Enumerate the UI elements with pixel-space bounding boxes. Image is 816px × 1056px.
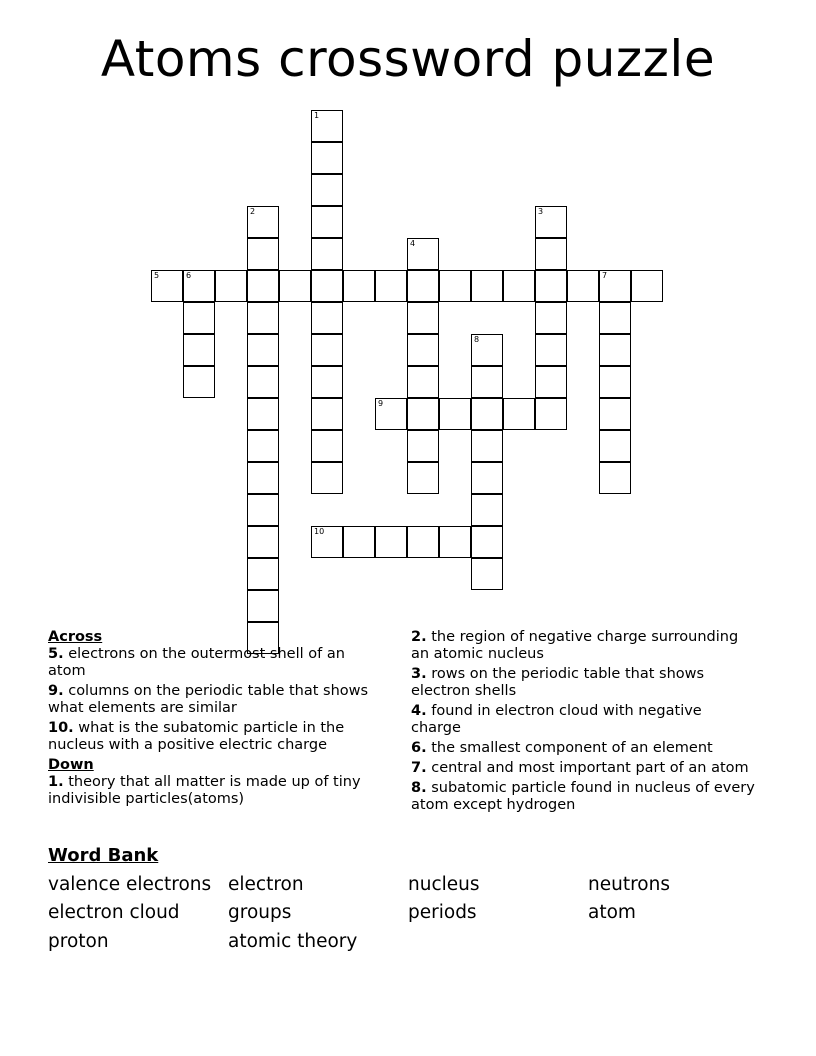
crossword-cell[interactable]	[599, 462, 631, 494]
cell-number: 10	[314, 527, 325, 536]
word-bank-item: valence electrons	[48, 874, 212, 895]
crossword-cell[interactable]	[471, 558, 503, 590]
crossword-cell[interactable]	[247, 590, 279, 622]
crossword-cell[interactable]	[311, 526, 343, 558]
crossword-cell[interactable]	[471, 398, 503, 430]
clue-number: 7.	[411, 760, 427, 776]
crossword-cell[interactable]	[407, 238, 439, 270]
crossword-cell[interactable]	[247, 366, 279, 398]
crossword-cell[interactable]	[599, 430, 631, 462]
crossword-cell[interactable]	[311, 302, 343, 334]
clue-number: 5.	[48, 646, 64, 662]
clue-number: 9.	[48, 683, 64, 699]
crossword-cell[interactable]	[471, 462, 503, 494]
crossword-cell[interactable]	[599, 302, 631, 334]
crossword-cell[interactable]	[183, 270, 215, 302]
clue-text: theory that all matter is made up of tiny indivisible particles(atoms)	[48, 774, 361, 807]
word-bank-item: electron	[228, 874, 304, 895]
crossword-cell[interactable]	[247, 526, 279, 558]
cell-number: 7	[602, 271, 608, 280]
crossword-cell[interactable]	[375, 398, 407, 430]
clue-number: 6.	[411, 740, 427, 756]
clue-down-3	[411, 666, 756, 700]
crossword-cell[interactable]	[439, 398, 471, 430]
clue-down-2	[411, 629, 756, 663]
crossword-cell[interactable]	[567, 270, 599, 302]
word-bank-item: electron cloud	[48, 902, 180, 923]
clue-text: subatomic particle found in nucleus of every atom except hydrogen	[411, 780, 755, 813]
word-bank-item: atom	[588, 902, 636, 923]
crossword-cell[interactable]	[247, 430, 279, 462]
crossword-cell[interactable]	[599, 270, 631, 302]
word-bank-item: atomic theory	[228, 931, 358, 952]
clue-text: electrons on the outermost shell of an atom	[48, 646, 345, 679]
crossword-cell[interactable]	[503, 398, 535, 430]
crossword-cell[interactable]	[439, 526, 471, 558]
across-header: Across	[48, 629, 103, 645]
crossword-cell[interactable]	[183, 334, 215, 366]
word-bank-item: neutrons	[588, 874, 670, 895]
crossword-cell[interactable]	[631, 270, 663, 302]
clue-text: central and most important part of an atom	[431, 760, 749, 776]
crossword-cell[interactable]	[247, 334, 279, 366]
crossword-cell[interactable]	[471, 270, 503, 302]
crossword-cell[interactable]	[183, 366, 215, 398]
clue-number: 1.	[48, 774, 64, 790]
crossword-cell[interactable]	[599, 366, 631, 398]
crossword-cell[interactable]	[471, 494, 503, 526]
crossword-cell[interactable]	[247, 238, 279, 270]
crossword-cell[interactable]	[311, 142, 343, 174]
word-bank-item: groups	[228, 902, 292, 923]
cell-number: 9	[378, 399, 384, 408]
crossword-cell[interactable]	[215, 270, 247, 302]
clue-down-1	[48, 774, 383, 808]
crossword-cell[interactable]	[311, 270, 343, 302]
crossword-cell[interactable]	[407, 334, 439, 366]
word-bank-item: nucleus	[408, 874, 480, 895]
cell-number: 4	[410, 239, 416, 248]
crossword-cell[interactable]	[407, 430, 439, 462]
crossword-cell[interactable]	[407, 302, 439, 334]
crossword-cell[interactable]	[279, 270, 311, 302]
cell-number: 3	[538, 207, 544, 216]
crossword-cell[interactable]	[439, 270, 471, 302]
crossword-cell[interactable]	[183, 302, 215, 334]
crossword-cell[interactable]	[375, 526, 407, 558]
crossword-cell[interactable]	[311, 110, 343, 142]
crossword-cell[interactable]	[535, 206, 567, 238]
crossword-cell[interactable]	[247, 270, 279, 302]
crossword-cell[interactable]	[151, 270, 183, 302]
crossword-cell[interactable]	[407, 270, 439, 302]
clues-left-column	[48, 629, 383, 811]
crossword-cell[interactable]	[407, 526, 439, 558]
crossword-cell[interactable]	[247, 398, 279, 430]
clue-text: rows on the periodic table that shows electron shells	[411, 666, 705, 699]
clue-down-6	[411, 740, 756, 757]
down-header: Down	[48, 757, 94, 773]
crossword-cell[interactable]	[247, 302, 279, 334]
crossword-cell[interactable]	[535, 366, 567, 398]
clue-number: 10.	[48, 720, 74, 736]
crossword-cell[interactable]	[247, 558, 279, 590]
crossword-cell[interactable]	[535, 270, 567, 302]
crossword-cell[interactable]	[599, 334, 631, 366]
crossword-cell[interactable]	[375, 270, 407, 302]
clue-text: the region of negative charge surrounding an atomic nucleus	[411, 629, 739, 662]
crossword-cell[interactable]	[247, 462, 279, 494]
clue-text: the smallest component of an element	[431, 740, 713, 756]
crossword-cell[interactable]	[311, 366, 343, 398]
crossword-cell[interactable]	[535, 302, 567, 334]
crossword-cell[interactable]	[599, 398, 631, 430]
crossword-cell[interactable]	[535, 238, 567, 270]
clue-number: 2.	[411, 629, 427, 645]
crossword-cell[interactable]	[247, 206, 279, 238]
clue-number: 8.	[411, 780, 427, 796]
crossword-cell[interactable]	[311, 238, 343, 270]
word-bank-title: Word Bank	[48, 845, 159, 866]
crossword-cell[interactable]	[407, 462, 439, 494]
clue-across-10	[48, 720, 383, 754]
crossword-cell[interactable]	[407, 398, 439, 430]
crossword-cell[interactable]	[311, 206, 343, 238]
crossword-cell[interactable]	[471, 526, 503, 558]
crossword-cell[interactable]	[311, 174, 343, 206]
cell-number: 1	[314, 111, 320, 120]
clue-number: 3.	[411, 666, 427, 682]
cell-number: 2	[250, 207, 256, 216]
clue-across-5	[48, 646, 383, 680]
crossword-cell[interactable]	[311, 430, 343, 462]
crossword-cell[interactable]	[311, 334, 343, 366]
clue-number: 4.	[411, 703, 427, 719]
cell-number: 6	[186, 271, 192, 280]
clue-text: what is the subatomic particle in the nucleus with a positive electric charge	[48, 720, 345, 753]
clue-down-4	[411, 703, 756, 737]
clue-text: columns on the periodic table that shows what elements are similar	[48, 683, 369, 716]
clue-down-7	[411, 760, 756, 777]
crossword-cell[interactable]	[535, 398, 567, 430]
clue-text: found in electron cloud with negative charge	[411, 703, 702, 736]
crossword-cell[interactable]	[311, 462, 343, 494]
crossword-cell[interactable]	[503, 270, 535, 302]
word-bank-item: proton	[48, 931, 109, 952]
crossword-cell[interactable]	[407, 366, 439, 398]
clue-down-8	[411, 780, 756, 814]
crossword-cell[interactable]	[471, 430, 503, 462]
clues-right-column	[411, 629, 756, 817]
page-title: Atoms crossword puzzle	[100, 30, 716, 88]
clue-across-9	[48, 683, 383, 717]
cell-number: 5	[154, 271, 160, 280]
crossword-cell[interactable]	[343, 270, 375, 302]
crossword-cell[interactable]	[343, 526, 375, 558]
crossword-cell[interactable]	[247, 494, 279, 526]
crossword-cell[interactable]	[471, 334, 503, 366]
word-bank-item: periods	[408, 902, 477, 923]
cell-number: 8	[474, 335, 480, 344]
crossword-cell[interactable]	[535, 334, 567, 366]
crossword-cell[interactable]	[311, 398, 343, 430]
crossword-cell[interactable]	[471, 366, 503, 398]
